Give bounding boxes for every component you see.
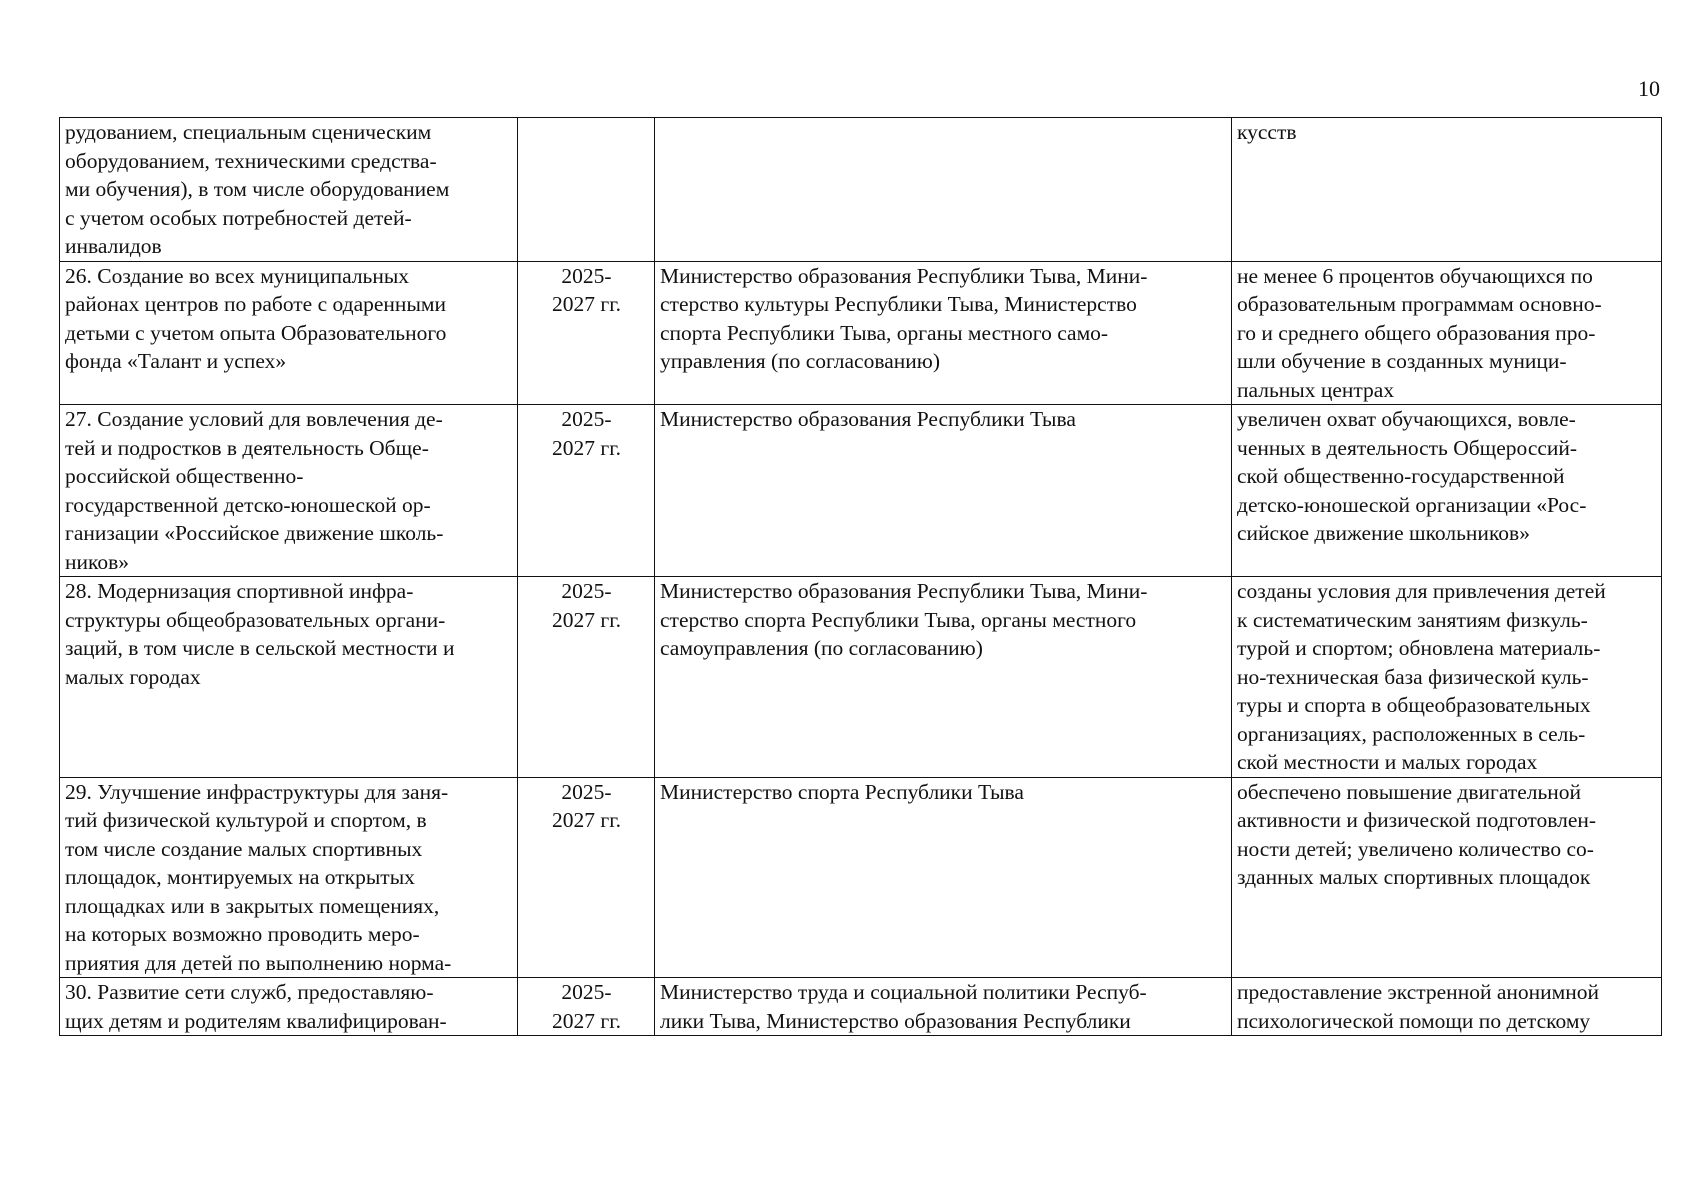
cell-line: заций, в том числе в сельской местности и <box>65 636 455 660</box>
cell-line: 29. Улучшение инфраструктуры для заня- <box>65 779 449 804</box>
cell-line: щих детям и родителям квалифицирован- <box>65 1008 447 1033</box>
term-cell <box>518 577 655 778</box>
executors-cell <box>655 577 1232 778</box>
cell-line: 2025- <box>561 263 612 288</box>
cell-line: 2027 гг. <box>552 808 621 832</box>
measure-cell <box>60 978 518 1036</box>
cell-line: площадок, монтируемых на открытых <box>65 865 415 889</box>
cell-line: зданных малых спортивных площадок <box>1237 865 1591 889</box>
executors-cell <box>655 118 1232 262</box>
cell-line: туры и спорта в общеобразовательных <box>1237 693 1591 717</box>
result-cell <box>1232 978 1662 1036</box>
table-row <box>60 261 1662 405</box>
cell-line: детско-юношеской организации «Рос- <box>1237 492 1587 517</box>
executors-cell <box>655 261 1232 405</box>
table-row <box>60 577 1662 778</box>
cell-line: самоуправления (по согласованию) <box>660 636 983 660</box>
result-cell <box>1232 777 1662 978</box>
result-cell <box>1232 577 1662 778</box>
term-cell <box>518 405 655 577</box>
cell-line: стерство культуры Республики Тыва, Министерство <box>660 292 1137 316</box>
cell-line: лики Тыва, Министерство образования Республики <box>660 1008 1131 1033</box>
cell-line: 26. Создание во всех муниципальных <box>65 263 410 288</box>
measure-cell <box>60 118 518 262</box>
cell-line: психологической помощи по детскому <box>1237 1008 1591 1033</box>
cell-line: тей и подростков в деятельность Обще- <box>65 435 429 460</box>
cell-line: государственной детско-юношеской ор- <box>65 492 431 517</box>
cell-line: ми обучения), в том числе оборудованием <box>65 177 450 201</box>
cell-line: районах центров по работе с одаренными <box>65 292 446 316</box>
cell-line: малых городах <box>65 664 201 689</box>
cell-line: том числе создание малых спортивных <box>65 836 423 861</box>
cell-line: 30. Развитие сети служб, предоставляю- <box>65 980 434 1004</box>
cell-line: 2027 гг. <box>552 435 621 460</box>
table-body <box>60 118 1662 1036</box>
table-row <box>60 405 1662 577</box>
term-cell <box>518 777 655 978</box>
cell-line: 2027 гг. <box>552 1008 621 1033</box>
result-cell <box>1232 118 1662 262</box>
cell-line: ской местности и малых городах <box>1237 750 1538 774</box>
cell-line: активности и физической подготовлен- <box>1237 808 1597 832</box>
executors-cell <box>655 777 1232 978</box>
result-cell <box>1232 261 1662 405</box>
cell-line: Министерство труда и социальной политики Респуб- <box>660 980 1147 1004</box>
cell-line: 27. Создание условий для вовлечения де- <box>65 407 443 431</box>
cell-line: го и среднего общего образования про- <box>1237 320 1596 345</box>
cell-line: 2025- <box>561 579 612 603</box>
cell-line: ганизации «Российское движение школь- <box>65 521 444 545</box>
cell-line: рудованием, специальным сценическим <box>65 120 432 144</box>
cell-line: но-техническая база физической куль- <box>1237 664 1589 689</box>
cell-line: предоставление экстренной анонимной <box>1237 980 1600 1004</box>
measure-cell <box>60 405 518 577</box>
table-row <box>60 118 1662 262</box>
term-cell <box>518 261 655 405</box>
cell-line: инвалидов <box>65 234 162 258</box>
cell-line: созданы условия для привлечения детей <box>1237 579 1606 603</box>
measure-cell <box>60 261 518 405</box>
cell-line: 2025- <box>561 407 612 431</box>
measure-cell <box>60 577 518 778</box>
cell-line: Министерство спорта Республики Тыва <box>660 779 1024 804</box>
cell-line: пальных центрах <box>1237 377 1395 402</box>
cell-line: увеличен охват обучающихся, вовле- <box>1237 407 1576 431</box>
cell-line: тий физической культурой и спортом, в <box>65 808 427 832</box>
cell-line: с учетом особых потребностей детей- <box>65 205 412 230</box>
cell-line: структуры общеобразовательных органи- <box>65 607 446 632</box>
cell-line: Министерство образования Республики Тыва, Мини- <box>660 263 1148 288</box>
cell-line: ченных в деятельность Общероссий- <box>1237 435 1578 460</box>
term-cell <box>518 118 655 262</box>
cell-line: обеспечено повышение двигательной <box>1237 779 1582 804</box>
cell-line: 2027 гг. <box>552 292 621 316</box>
cell-line: шли обучение в созданных муници- <box>1237 349 1567 373</box>
cell-line: ской общественно-государственной <box>1237 464 1565 488</box>
cell-line: образовательным программам основно- <box>1237 292 1602 316</box>
action-plan-table <box>59 117 1662 1036</box>
cell-line: Министерство образования Республики Тыва, Мини- <box>660 579 1148 603</box>
page-number: 10 <box>1638 76 1660 101</box>
cell-line: ников» <box>65 549 130 574</box>
cell-line: оборудованием, техническими средства- <box>65 148 437 173</box>
cell-line: организациях, расположенных в сель- <box>1237 721 1586 746</box>
cell-line: не менее 6 процентов обучающихся по <box>1237 263 1593 288</box>
cell-line: ности детей; увеличено количество со- <box>1237 836 1594 861</box>
cell-line: стерство спорта Республики Тыва, органы местного <box>660 607 1137 632</box>
cell-line: приятия для детей по выполнению норма- <box>65 950 452 975</box>
cell-line: 2027 гг. <box>552 607 621 632</box>
cell-line: 2025- <box>561 779 612 804</box>
cell-line: российской общественно- <box>65 464 304 488</box>
cell-line: к систематическим занятиям физкуль- <box>1237 607 1588 632</box>
cell-line: 28. Модернизация спортивной инфра- <box>65 579 414 603</box>
cell-line: детьми с учетом опыта Образовательного <box>65 320 447 345</box>
executors-cell <box>655 405 1232 577</box>
cell-line: турой и спортом; обновлена материаль- <box>1237 636 1601 660</box>
cell-line: сийское движение школьников» <box>1237 521 1530 545</box>
cell-line: Министерство образования Республики Тыва <box>660 407 1076 431</box>
term-cell <box>518 978 655 1036</box>
cell-line: на которых возможно проводить меро- <box>65 922 420 946</box>
result-cell <box>1232 405 1662 577</box>
cell-line: кусств <box>1237 120 1297 144</box>
cell-line: фонда «Талант и успех» <box>65 349 287 373</box>
cell-line: спорта Республики Тыва, органы местного само- <box>660 320 1109 345</box>
cell-line: управления (по согласованию) <box>660 349 940 373</box>
cell-line: площадках или в закрытых помещениях, <box>65 893 440 918</box>
measure-cell <box>60 777 518 978</box>
table-row <box>60 978 1662 1036</box>
executors-cell <box>655 978 1232 1036</box>
cell-line: 2025- <box>561 980 612 1004</box>
table-row <box>60 777 1662 978</box>
